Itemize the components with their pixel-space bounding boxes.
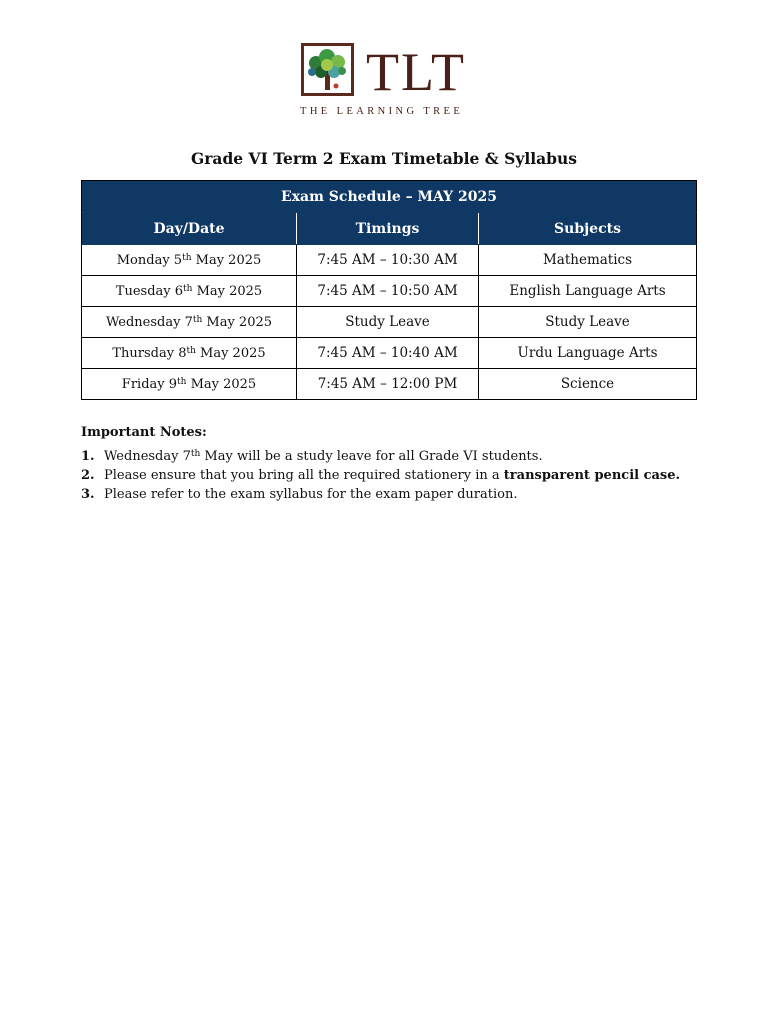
table-row <box>82 245 697 276</box>
column-header-subjects: Subjects <box>479 213 697 245</box>
table-row <box>82 307 697 338</box>
tree-icon <box>301 43 354 96</box>
time-cell: 7:45 AM – 10:50 AM <box>297 276 479 307</box>
table-row <box>82 276 697 307</box>
column-header-day: Day/Date <box>82 213 297 245</box>
subject-cell: Mathematics <box>479 245 697 276</box>
time-cell: Study Leave <box>297 307 479 338</box>
day-cell: Thursday 8th May 2025 <box>82 338 297 369</box>
list-item: 1. Wednesday 7th May will be a study leave for all Grade VI students. <box>81 449 543 464</box>
day-cell: Monday 5th May 2025 <box>82 245 297 276</box>
subject-cell: Study Leave <box>479 307 697 338</box>
time-cell: 7:45 AM – 10:40 AM <box>297 338 479 369</box>
list-item: 3. Please refer to the exam syllabus for the exam paper duration. <box>81 487 518 502</box>
time-cell: 7:45 AM – 10:30 AM <box>297 245 479 276</box>
subject-cell: English Language Arts <box>479 276 697 307</box>
notes-heading: Important Notes: <box>81 425 207 440</box>
day-cell: Wednesday 7th May 2025 <box>82 307 297 338</box>
subject-cell: Urdu Language Arts <box>479 338 697 369</box>
logo-letters: TLT <box>366 42 466 102</box>
day-cell: Friday 9th May 2025 <box>82 369 297 400</box>
column-header-timings: Timings <box>297 213 479 245</box>
notes-list <box>81 447 721 504</box>
school-logo <box>296 40 476 120</box>
schedule-banner: Exam Schedule – MAY 2025 <box>82 181 697 213</box>
table-row <box>82 369 697 400</box>
day-cell: Tuesday 6th May 2025 <box>82 276 297 307</box>
logo-subtitle: THE LEARNING TREE <box>300 106 464 117</box>
time-cell: 7:45 AM – 12:00 PM <box>297 369 479 400</box>
exam-schedule-table <box>81 180 697 400</box>
subject-cell: Science <box>479 369 697 400</box>
page-title: Grade VI Term 2 Exam Timetable & Syllabus <box>191 149 577 168</box>
table-row <box>82 338 697 369</box>
list-item: 2. Please ensure that you bring all the required stationery in a transparent pencil case. <box>81 468 681 483</box>
